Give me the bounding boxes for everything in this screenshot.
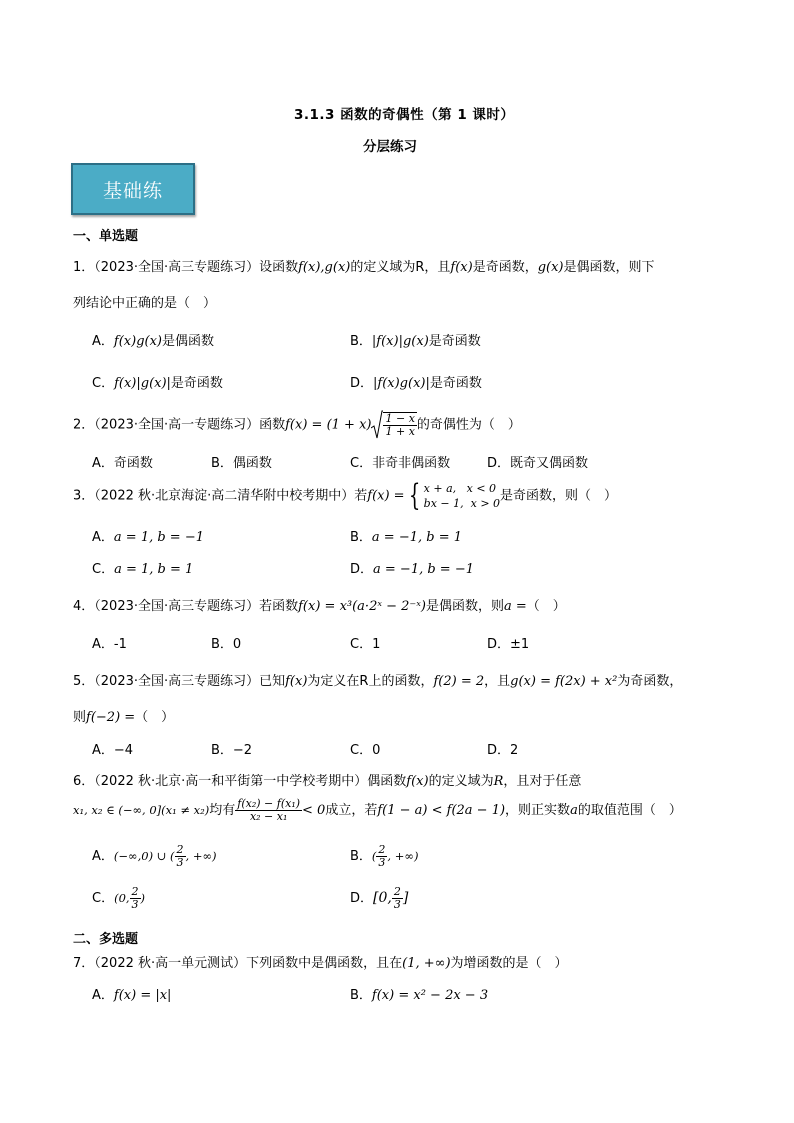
question-2-line-1	[73, 410, 521, 440]
q6-option-d-frac-den: 3	[393, 898, 401, 912]
q2-option-b[interactable]: B．偶函数	[211, 456, 272, 471]
q1-stem-c: 是奇函数，	[472, 260, 538, 275]
q6-option-c[interactable]	[92, 886, 145, 911]
q6-option-b-math-b: , +∞)	[387, 849, 419, 864]
q3-option-a-math: a = 1, b = −1	[113, 530, 204, 545]
q4-stem-a: 4．（2023·全国·高三专题练习）若函数	[73, 599, 299, 614]
q1-option-d-label: D．	[350, 376, 374, 391]
q3-case1-expr: x + a,	[423, 482, 457, 495]
q1-option-c-label: C．	[92, 376, 115, 391]
q4-math: f(x) = x³(a·2ˣ − 2⁻ˣ)	[298, 599, 426, 614]
q3-option-c[interactable]	[92, 558, 193, 577]
q7-option-b-math: f(x) = x² − 2x − 3	[371, 988, 489, 1003]
q1-stem-d: 是偶函数，则下	[563, 260, 655, 275]
q3-stem-a: 3．（2022 秋·北京海淀·高二清华附中校考期中）若	[73, 488, 368, 504]
q6-option-a-frac-den: 3	[176, 856, 184, 870]
q3-case1-cond: x < 0	[466, 482, 497, 495]
q5-stem-d: 为奇函数，	[617, 674, 683, 689]
q4-option-a[interactable]: A．-1	[92, 637, 127, 652]
q3-option-d-math: a = −1, b = −1	[373, 562, 474, 577]
q5-stem-c: ，且	[484, 674, 511, 689]
q6-option-d[interactable]	[350, 886, 408, 911]
q6-frac-den: x₂ − x₁	[249, 810, 288, 824]
q6-option-d-math-a: [0,	[373, 890, 392, 907]
q2-sqrt-num: 1 − x	[385, 411, 415, 425]
question-5-line-1	[73, 670, 682, 689]
q6-line2-text4: 的取值范围（ ）	[577, 803, 682, 819]
q5-line2-a: 则	[73, 710, 87, 725]
question-5-line-2	[73, 706, 174, 725]
page-title: 3.1.3 函数的奇偶性（第 1 课时）	[294, 107, 515, 123]
question-7-line-1	[73, 952, 568, 971]
q6-option-a-math-a: (−∞,0) ∪ (	[113, 849, 175, 864]
q6-line2-text3: ，则正实数	[505, 803, 571, 819]
q5-line2-math: f(−2) =	[86, 710, 136, 725]
q7-option-a[interactable]	[92, 984, 171, 1003]
q6-line2-math1: x₁, x₂ ∈ (−∞, 0](x₁ ≠ x₂)	[73, 803, 210, 818]
q1-option-a-math: f(x)g(x)	[113, 334, 162, 349]
q1-option-b-label: B．	[350, 334, 372, 349]
q6-option-b[interactable]	[350, 844, 418, 869]
q1-option-d-text: 是奇函数	[429, 376, 482, 391]
q6-option-d-frac	[392, 886, 403, 911]
q5-stem-a: 5．（2023·全国·高三专题练习）已知	[73, 674, 286, 689]
q6-option-a-frac-num: 2	[176, 843, 184, 856]
q6-option-a-frac	[175, 844, 186, 869]
q5-stem-b: 为定义在R上的函数，	[307, 674, 434, 689]
q6-option-c-label: C．	[92, 891, 115, 907]
level-badge-label: 基础练	[102, 179, 163, 202]
q6-math-r: R	[493, 774, 504, 789]
question-1-line-2: 列结论中正确的是（ ）	[73, 296, 217, 311]
q2-math-pre: f(x) = (1 + x)	[285, 417, 372, 433]
q6-option-a-math-b: , +∞)	[185, 849, 217, 864]
q2-option-c[interactable]: C．非奇非偶函数	[350, 456, 451, 471]
q6-option-c-frac-num: 2	[131, 885, 139, 898]
q5-math-2: g(x) = f(2x) + x²	[510, 674, 618, 689]
q5-line2-b: （ ）	[135, 710, 175, 725]
q6-option-d-frac-num: 2	[393, 885, 401, 898]
q3-case2-expr: bx − 1,	[423, 497, 464, 510]
q6-option-c-math-a: (0,	[114, 891, 130, 906]
q6-option-b-frac	[376, 844, 387, 869]
q1-option-c[interactable]	[92, 372, 223, 391]
q3-option-d[interactable]	[350, 558, 474, 577]
question-6-line-1	[73, 770, 581, 789]
q6-stem-c: ，且对于任意	[503, 774, 582, 789]
q4-stem-c: （ ）	[526, 599, 566, 614]
question-4-line-1	[73, 595, 566, 614]
q6-line2-text1: 均有	[209, 803, 236, 819]
q3-option-b-label: B．	[350, 530, 372, 545]
q1-stem-a: 1．（2023·全国·高三专题练习）设函数	[73, 260, 299, 275]
q6-option-d-math-b: ]	[402, 890, 409, 907]
q6-option-b-frac-den: 3	[378, 856, 386, 870]
q6-line2-text2: 成立，若	[325, 803, 378, 819]
q7-stem-b: 为增函数的是（ ）	[450, 956, 568, 971]
q2-sqrt-den: 1 + x	[385, 425, 415, 438]
q1-option-b[interactable]	[350, 330, 481, 349]
q6-option-b-label: B．	[350, 849, 372, 865]
q4-stem-b: 是偶函数，则	[425, 599, 504, 614]
q3-math-pre: f(x) =	[367, 488, 405, 504]
q1-option-b-math: |f(x)|g(x)	[371, 334, 429, 349]
q4-option-b[interactable]: B．0	[211, 637, 242, 652]
q6-var-a: a	[570, 803, 578, 819]
q1-option-a-text: 是偶函数	[162, 334, 215, 349]
section-single-choice: 一、单选题	[73, 229, 139, 244]
q1-option-c-text: 是奇函数	[170, 376, 223, 391]
q2-option-a[interactable]: A．奇函数	[92, 456, 153, 471]
q6-option-d-label: D．	[350, 891, 374, 907]
q3-option-b-math: a = −1, b = 1	[371, 530, 463, 545]
q3-stem-b: 是奇函数，则（ ）	[500, 488, 618, 504]
q4-option-c[interactable]: C．1	[350, 637, 381, 652]
q6-option-a-label: A．	[92, 849, 114, 865]
q6-stem-b: 的定义域为	[428, 774, 494, 789]
q1-option-d[interactable]	[350, 372, 482, 391]
q3-option-a[interactable]	[92, 526, 204, 545]
q3-cases	[424, 481, 500, 511]
q3-option-c-math: a = 1, b = 1	[114, 562, 194, 577]
q5-math-fx: f(x)	[285, 674, 308, 689]
q6-fraction	[235, 798, 302, 823]
level-badge	[71, 163, 195, 215]
q6-frac-num: f(x₂) − f(x₁)	[237, 797, 301, 810]
q6-option-c-frac-den: 3	[131, 898, 139, 912]
q1-math-fx: f(x)	[450, 260, 473, 275]
q5-option-b[interactable]: B．−2	[211, 743, 253, 758]
q6-math-fx: f(x)	[406, 774, 429, 789]
question-3-line-1	[73, 478, 618, 513]
q1-math-fg: f(x),g(x)	[298, 260, 351, 275]
q1-stem-b: 的定义域为R，且	[350, 260, 451, 275]
q7-stem-a: 7．（2022 秋·高一单元测试）下列函数中是偶函数，且在	[73, 956, 403, 971]
q7-math: (1, +∞)	[402, 956, 451, 971]
q3-option-b[interactable]	[350, 526, 462, 545]
q6-option-b-frac-num: 2	[378, 843, 386, 856]
q6-line2-math2: < 0	[302, 803, 326, 819]
q3-option-a-label: A．	[92, 530, 114, 545]
q3-option-d-label: D．	[350, 562, 374, 577]
q5-option-c[interactable]: C．0	[350, 743, 381, 758]
q5-option-d[interactable]: D．2	[487, 743, 519, 758]
page-subtitle: 分层练习	[363, 139, 417, 155]
q2-stem-b: 的奇偶性为（ ）	[416, 417, 521, 433]
q6-stem-a: 6．（2022 秋·北京·高一和平街第一中学校考期中）偶函数	[73, 774, 407, 789]
q3-brace: {	[408, 478, 420, 513]
q6-option-b-math-a: (	[371, 849, 377, 864]
q1-option-b-text: 是奇函数	[428, 334, 481, 349]
q1-option-c-math: f(x)|g(x)|	[114, 376, 171, 391]
q1-option-a[interactable]	[92, 330, 214, 349]
q5-option-a[interactable]: A．−4	[92, 743, 134, 758]
q1-option-d-math: |f(x)g(x)|	[373, 376, 430, 391]
section-multi-choice: 二、多选题	[73, 932, 139, 947]
question-1-line-1	[73, 256, 655, 275]
q6-option-a[interactable]	[92, 844, 217, 869]
q7-option-b[interactable]	[350, 984, 488, 1003]
q5-math-1: f(2) = 2	[433, 674, 485, 689]
q1-math-gx: g(x)	[537, 260, 564, 275]
q4-math-b: a =	[503, 599, 527, 614]
q4-option-d[interactable]: D．±1	[487, 637, 530, 652]
q6-option-c-frac	[130, 886, 141, 911]
q7-option-b-label: B．	[350, 988, 372, 1003]
q6-line2-math3: f(1 − a) < f(2a − 1)	[377, 803, 506, 819]
q2-option-d[interactable]: D．既奇又偶函数	[487, 456, 589, 471]
question-6-line-2	[73, 798, 682, 823]
q6-option-c-math-b: )	[140, 891, 146, 906]
q7-option-a-math: f(x) = |x|	[113, 988, 172, 1003]
q2-sqrt	[371, 410, 416, 440]
q3-case2-cond: x > 0	[470, 497, 501, 510]
q3-option-c-label: C．	[92, 562, 115, 577]
q1-option-a-label: A．	[92, 334, 114, 349]
q7-option-a-label: A．	[92, 988, 114, 1003]
q2-stem-a: 2．（2023·全国·高一专题练习）函数	[73, 417, 286, 433]
